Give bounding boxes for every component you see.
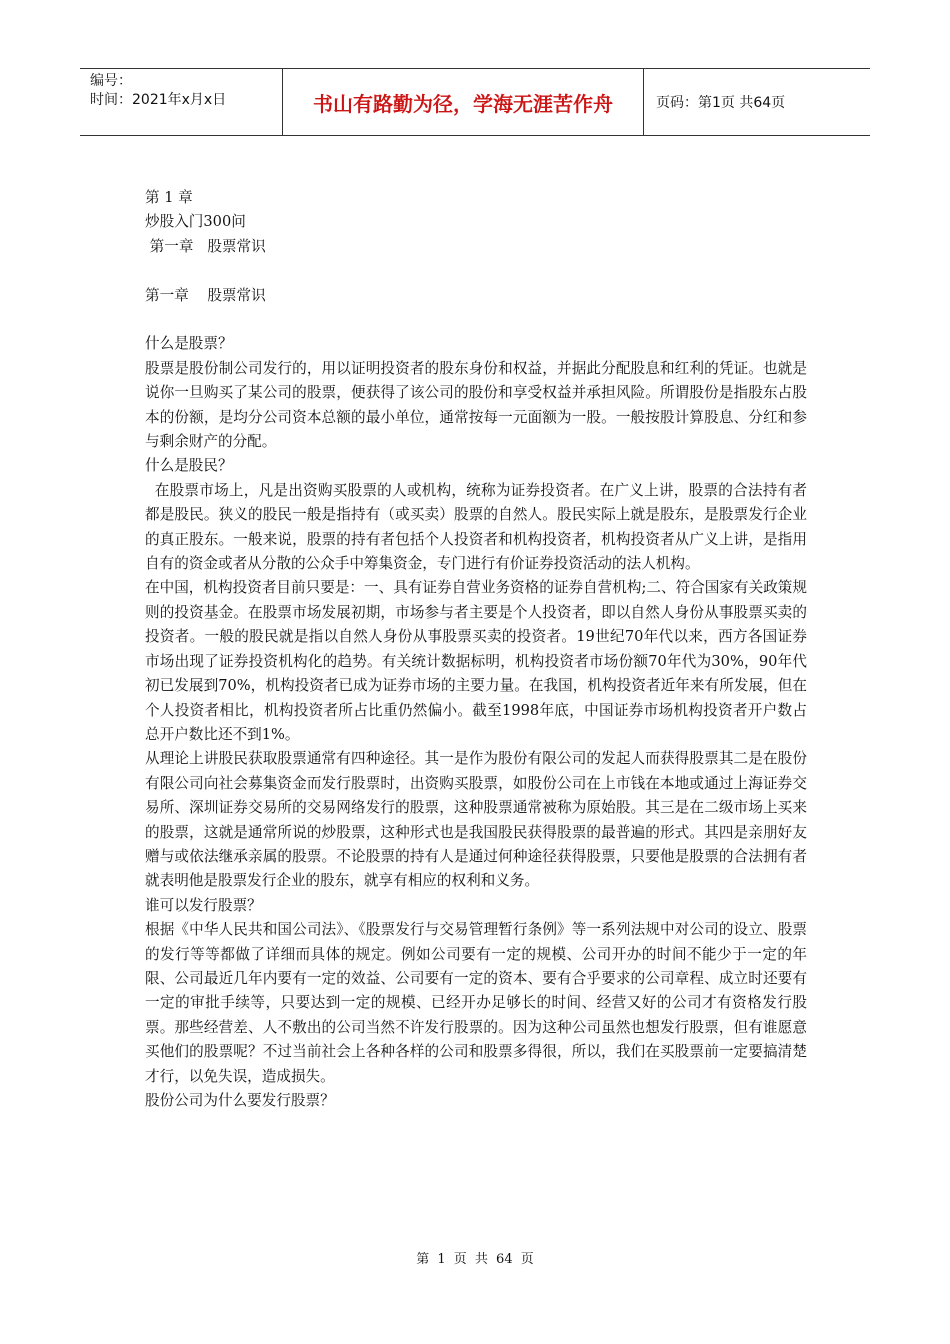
number-label: 编号： bbox=[90, 73, 132, 89]
chapter-heading: 第一章 股票常识 bbox=[145, 286, 266, 304]
question-heading: 什么是股票？ bbox=[145, 335, 233, 353]
time-label: 时间：2021年x月x日 bbox=[90, 92, 227, 108]
chapter-title: 第一章 股票常识 bbox=[145, 237, 266, 255]
paragraph: 从理论上讲股民获取股票通常有四种途径。其一是作为股份有限公司的发起人而获得股票其二是在股份有限公司向社会募集资金而发行股票时，出资购买股票，如股份公司在上市钱在本地或通过上海证券交易所、深圳证券交易所的交易网络发行的股票，这种股票通常被称为原始股。其三是在二级市场上买来的股票，这就是通常所说的炒股票，这种形式也是我国股民获得股票的最普遍的形式。其四是亲朋好友赠与或依法继承亲属的股票。不论股票的持有人是通过何种途径获得股票，只要他是股票的合法拥有者就表明他是股票发行企业的股东，就享有相应的权利和义务。 bbox=[145, 750, 807, 890]
question-heading: 股份公司为什么要发行股票？ bbox=[145, 1092, 335, 1109]
header-page-info: 页码：第1页 共64页 bbox=[656, 95, 786, 111]
page-header bbox=[80, 68, 870, 136]
paragraph: 股票是股份制公司发行的，用以证明投资者的股东身份和权益，并据此分配股息和红利的凭证。也就是说你一旦购买了某公司的股票，便获得了该公司的股份和享受权益并承担风险。所谓股份是指股东占股本的份额，是均分公司资本总额的最小单位，通常按每一元面额为一股。一般按股计算股息、分红和参与剩余财产的分配。 bbox=[145, 359, 807, 451]
header-motto: 书山有路勤为径，学海无涯苦作舟 bbox=[282, 69, 644, 135]
paragraph: 在中国，机构投资者目前只要是：一、具有证券自营业务资格的证券自营机构;二、符合国家有关政策规则的投资基金。在股票市场发展初期，市场参与者主要是个人投资者，即以自然人身份从事股票买卖的投资者。一般的股民就是指以自然人身份从事股票买卖的投资者。19世纪70年代以来，西方各国证券市场出现了证券投资机构化的趋势。有关统计数据标明，机构投资者市场份额70年代为30%，90年代初已发展到70%，机构投资者已成为证券市场的主要力量。在我国，机构投资者近年来有所发展，但在个人投资者相比，机构投资者所占比重仍然偏小。截至1998年底，中国证券市场机构投资者开户数占总开户数比还不到1%。 bbox=[145, 579, 807, 743]
question-heading: 谁可以发行股票？ bbox=[145, 896, 262, 914]
page-footer: 第 1 页 共 64 页 bbox=[416, 1252, 534, 1267]
header-meta bbox=[80, 69, 282, 135]
book-title: 炒股入门300问 bbox=[145, 213, 246, 231]
chapter-number: 第 1 章 bbox=[145, 189, 193, 206]
paragraph: 根据《中华人民共和国公司法》、《股票发行与交易管理暂行条例》等一系列法规中对公司的设立、股票的发行等等都做了详细而具体的规定。例如公司要有一定的规模、公司开办的时间不能少于一定的年限、公司最近几年内要有一定的效益、公司要有一定的资本、要有合乎要求的公司章程、成立时还要有一定的审批手续等，只要达到一定的规模、已经开办足够长的时间、经营又好的公司才有资格发行股票。那些经营差、人不敷出的公司当然不许发行股票的。因为这种公司虽然也想发行股票，但有谁愿意买他们的股票呢？不过当前社会上各种各样的公司和股票多得很，所以，我们在买股票前一定要搞清楚才行，以免失误，造成损失。 bbox=[145, 921, 807, 1085]
document-body bbox=[145, 186, 807, 1113]
paragraph: 在股票市场上，凡是出资购买股票的人或机构，统称为证券投资者。在广义上讲，股票的合法持有者都是股民。狭义的股民一般是指持有（或买卖）股票的自然人。股民实际上就是股东，是股票发行企业的真正股东。一般来说，股票的持有者包括个人投资者和机构投资者，机构投资者从广义上讲，是指用自有的资金或者从分散的公众手中筹集资金，专门进行有价证券投资活动的法人机构。 bbox=[145, 481, 807, 573]
question-heading: 什么是股民？ bbox=[145, 457, 233, 475]
